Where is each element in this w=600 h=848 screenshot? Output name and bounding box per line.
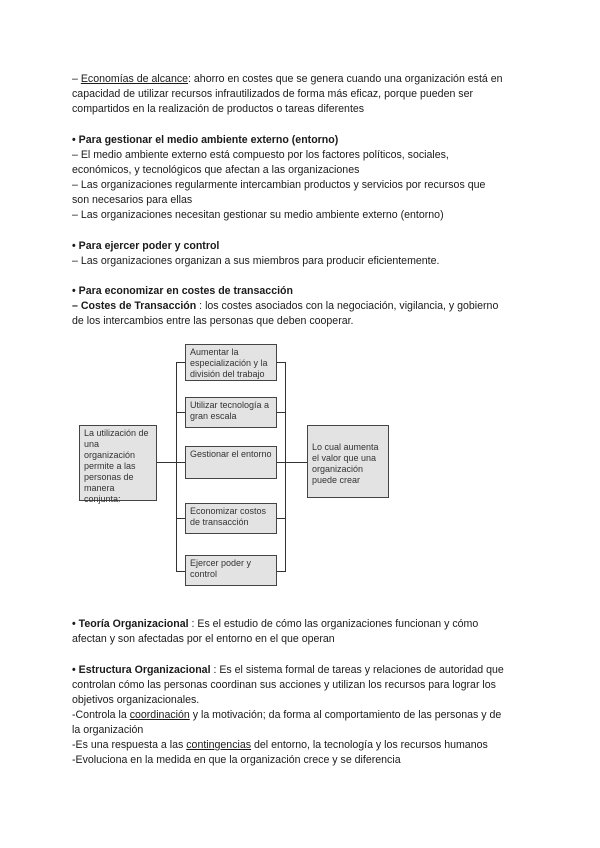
estructura-term: • Estructura Organizacional <box>72 664 211 676</box>
economias-definition: : ahorro en costes que se genera cuando una organización está en <box>188 73 503 85</box>
connector-branch-3 <box>176 462 185 463</box>
entorno-line-3: – Las organizaciones regularmente intercambian productos y servicios por recursos que <box>72 179 486 191</box>
connector-left <box>157 462 176 463</box>
controla-rest: y la motivación; da forma al comportamiento de las personas y de <box>189 709 502 721</box>
heading-costes-transaccion: • Para economizar en costes de transacción <box>72 285 293 297</box>
heading-poder-control: • Para ejercer poder y control <box>72 240 220 252</box>
estructura-definition: : Es el sistema formal de tareas y relaciones de autoridad que <box>210 664 504 676</box>
estructura-line-7: -Evoluciona en la medida en que la organización crece y se diferencia <box>72 754 401 766</box>
costes-definition: : los costes asociados con la negociación, vigilancia, y gobierno <box>196 300 499 312</box>
dash: – <box>72 73 81 85</box>
diagram-box-costos: Economizar costos de transacción <box>185 503 277 534</box>
coordinacion-term: coordinación <box>129 709 190 721</box>
connector-right-branch-2 <box>277 412 285 413</box>
economias-line-1 <box>72 72 503 87</box>
costes-term: – Costes de Transacción <box>72 300 197 312</box>
economias-line-3: compartidos en la realización de productos o tareas diferentes <box>72 103 365 115</box>
connector-left-vertical <box>176 362 177 572</box>
diagram-right-box: Lo cual aumenta el valor que una organización puede crear <box>307 425 389 498</box>
diagram-box-tecnologia: Utilizar tecnología a gran escala <box>185 397 277 428</box>
connector-right-branch-5 <box>277 571 285 572</box>
connector-branch-1 <box>176 362 185 363</box>
connector-right-branch-3 <box>277 462 285 463</box>
connector-right-branch-4 <box>277 518 285 519</box>
connector-branch-2 <box>176 412 185 413</box>
economias-term: Economías de alcance <box>80 73 189 85</box>
teoria-term: • Teoría Organizacional <box>72 618 189 630</box>
teoria-definition: : Es el estudio de cómo las organizaciones funcionan y cómo <box>188 618 479 630</box>
diagram-box-especializacion: Aumentar la especialización y la división del trabajo <box>185 344 277 381</box>
teoria-line-1 <box>72 617 478 632</box>
costes-line-1 <box>72 299 498 314</box>
connector-right-vertical <box>285 362 286 572</box>
estructura-line-4 <box>72 708 501 723</box>
respuesta-rest: del entorno, la tecnología y los recursos humanos <box>251 739 488 751</box>
costes-line-2: de los intercambios entre las personas que deben cooperar. <box>72 315 354 327</box>
contingencias-term: contingencias <box>186 739 252 751</box>
diagram-box-entorno: Gestionar el entorno <box>185 446 277 479</box>
connector-branch-4 <box>176 518 185 519</box>
teoria-line-2: afectan y son afectadas por el entorno en el que operan <box>72 633 335 645</box>
estructura-line-3: objetivos organizacionales. <box>72 694 200 706</box>
entorno-line-4: son necesarios para ellas <box>72 194 193 206</box>
estructura-line-6 <box>72 738 488 753</box>
entorno-line-2: económicos, y tecnológicos que afectan a las organizaciones <box>72 164 360 176</box>
economias-line-2: capacidad de utilizar recursos infrautilizados de forma más eficaz, porque pueden ser <box>72 88 474 100</box>
estructura-line-2: controlan cómo las personas coordinan sus acciones y utilizan los recursos para lograr los <box>72 679 496 691</box>
estructura-line-1 <box>72 663 504 678</box>
entorno-line-1: – El medio ambiente externo está compuesto por los factores políticos, sociales, <box>72 149 449 161</box>
respuesta-prefix: -Es una respuesta a las <box>72 739 187 751</box>
controla-prefix: -Controla la <box>72 709 130 721</box>
entorno-line-5: – Las organizaciones necesitan gestionar su medio ambiente externo (entorno) <box>72 209 444 221</box>
heading-gestionar-entorno: • Para gestionar el medio ambiente externo (entorno) <box>72 134 339 146</box>
estructura-line-5: la organización <box>72 724 144 736</box>
poder-line-1: – Las organizaciones organizan a sus miembros para producir eficientemente. <box>72 255 440 267</box>
diagram-box-poder: Ejercer poder y control <box>185 555 277 586</box>
connector-right <box>285 462 307 463</box>
connector-branch-5 <box>176 571 185 572</box>
connector-right-branch-1 <box>277 362 285 363</box>
diagram-left-box: La utilización de una organización permite a las personas de manera conjunta: <box>79 425 157 501</box>
